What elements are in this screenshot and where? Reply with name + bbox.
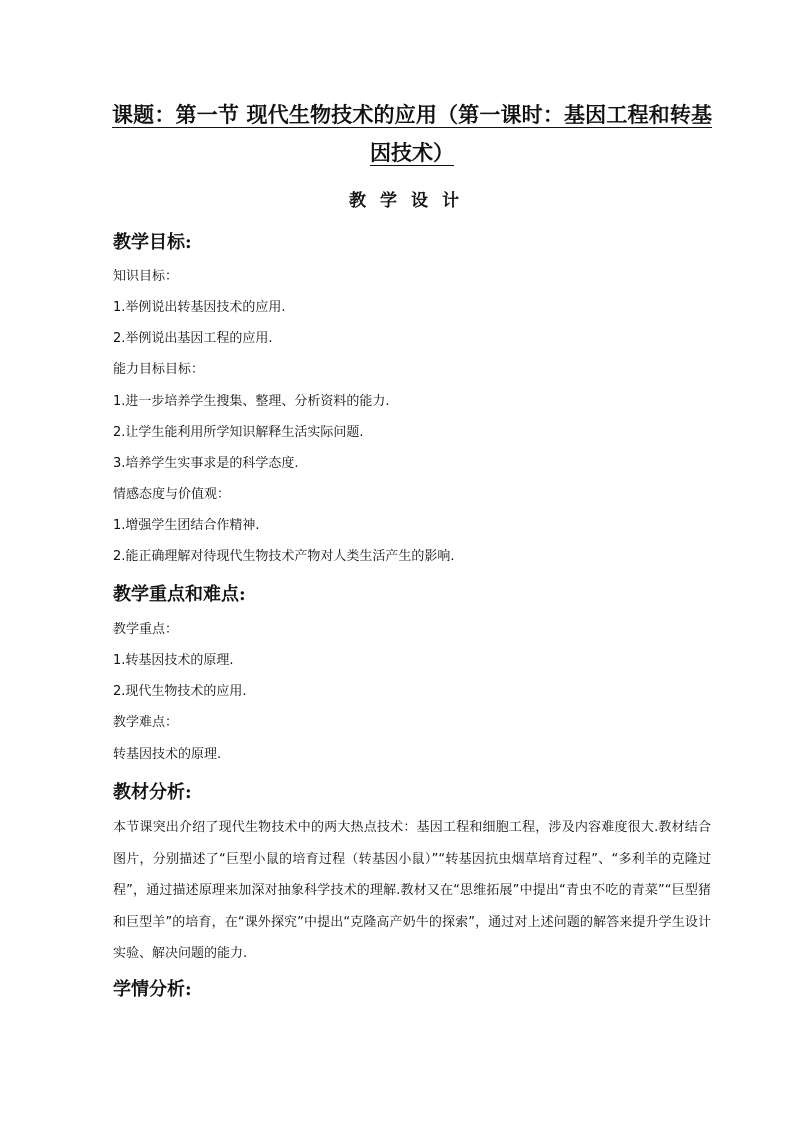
key-points-heading: 教学重点和难点:	[113, 584, 246, 605]
ability-item-1: 1.进一步培养学生搜集、整理、分析资料的能力.	[113, 394, 390, 409]
title-line-1: 课题：第一节 现代生物技术的应用（第一课时：基因工程和转基	[112, 102, 712, 127]
focus-item-1: 1.转基因技术的原理.	[113, 653, 234, 668]
attitude-item-1: 1.增强学生团结合作精神.	[113, 518, 260, 533]
focus-label: 教学重点：	[113, 622, 179, 637]
document-title	[112, 96, 712, 172]
ability-label: 能力目标目标：	[113, 362, 205, 377]
document-subtitle: 教学设计	[349, 191, 473, 211]
attitude-item-2: 2.能正确理解对待现代生物技术产物对人类生活产生的影响.	[113, 549, 455, 564]
difficulty-item-1: 转基因技术的原理.	[113, 747, 222, 762]
knowledge-item-2: 2.举例说出基因工程的应用.	[113, 331, 273, 346]
objectives-heading: 教学目标:	[113, 232, 192, 253]
attitude-label: 情感态度与价值观：	[113, 487, 231, 502]
knowledge-item-1: 1.举例说出转基因技术的应用.	[113, 300, 286, 315]
material-heading: 教材分析:	[113, 782, 192, 803]
focus-item-2: 2.现代生物技术的应用.	[113, 684, 247, 699]
knowledge-label: 知识目标：	[113, 269, 179, 284]
difficulty-label: 教学难点：	[113, 715, 179, 730]
material-paragraph: 本节课突出介绍了现代生物技术中的两大热点技术：基因工程和细胞工程，涉及内容难度很大.教材结合图片，分别描述了“巨型小鼠的培育过程（转基因小鼠）”“转基因抗虫烟草培育过程”、“多利羊的克隆过程”，通过描述原理来加深对抽象科学技术的理解.教材又在“思维拓展”中提出“青虫不吃的青菜”“巨型猪和巨型羊”的培育，在“课外探究”中提出“克隆高产奶牛的探索”，通过对上述问题的解答来提升学生设计实验、解决问题的能力.	[113, 820, 711, 961]
students-heading: 学情分析:	[113, 979, 192, 1000]
title-line-2: 因技术）	[370, 140, 454, 165]
ability-item-3: 3.培养学生实事求是的科学态度.	[113, 456, 299, 471]
ability-item-2: 2.让学生能利用所学知识解释生活实际问题.	[113, 425, 364, 440]
